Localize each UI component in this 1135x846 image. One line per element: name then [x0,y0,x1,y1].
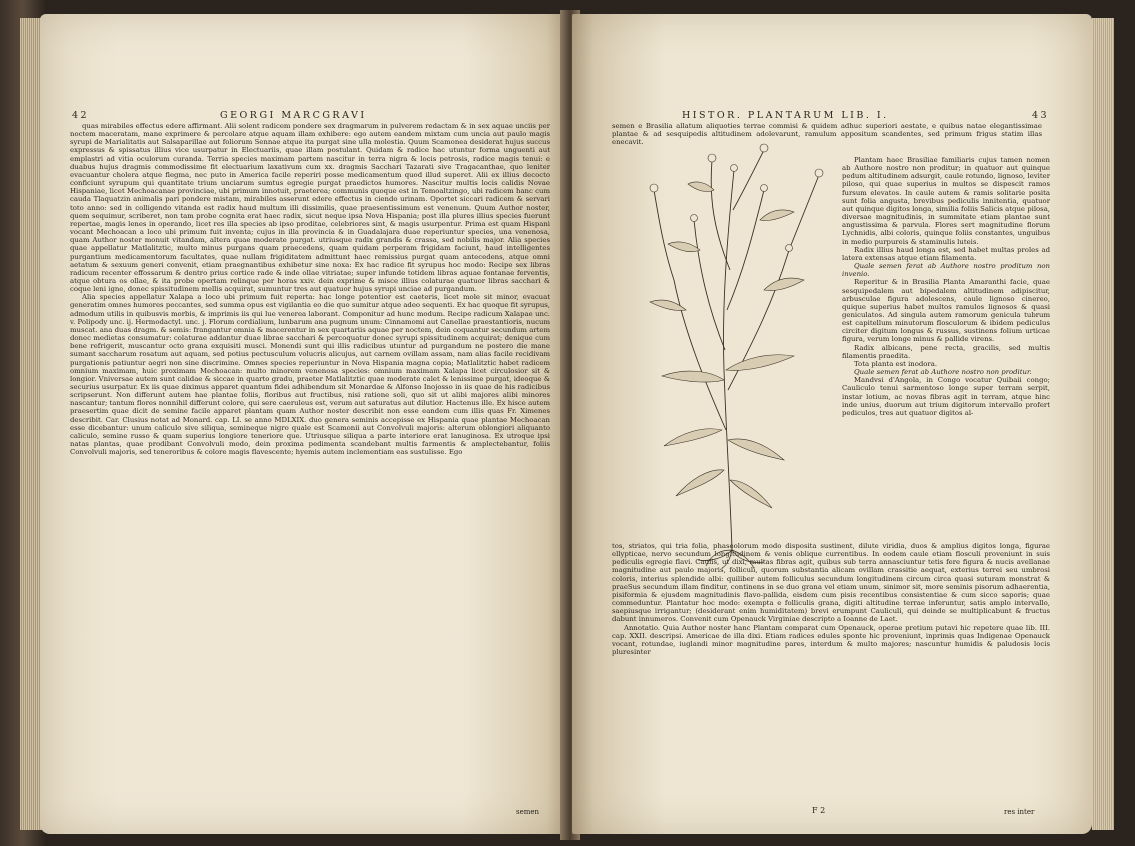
right-page-edges [1092,18,1114,830]
plant-illustration [614,130,840,570]
right-bottom-paragraph: Annotatio. Quia Author noster hanc Plantam comparat cum Openauck, operae pretium putavi hic repetere quae lib. III. cap. XXII. descripsi. Americae de illa dixi. Etiam radices edules sponte hic proveniunt, inprimis quas Indigenae Openauck vocant, rotundae, iuglandi minor magnitudine pares, interdum & multo majores; nascuntur humidis & paludosis locis pluresinter [612,623,1050,657]
left-page-edges [20,18,42,830]
catchword-left: semen [516,808,540,816]
page-number-right: 43 [1032,110,1050,121]
left-body-text [70,122,550,822]
left-paragraph: Alia species appellatur Xalapa a loco ubi primum fuit reperta: hac longe potentior est caeteris, licet mole sit minor, evacuat generatim omnes humores peccantes, sed summa opus est vigilantia eo die quo sumitur atque adeo sequenti. Ex hac quoque fit syrupus, admodum utilis in quibusvis morbis, & imprimis iis qui lue venerea laborant. Componitur ad hunc modum. Recipe radicum Xalapae unc. v. Polipody unc. ij. Hermodactyl. unc. j. Florum cordialium, lunbarum ana pugnum unum: Cinnamomi aut Canellae praestantioris, nucum muscat. ana duas dragm. & semis: frangantur omnia & macerentur in sex quartariis aquae per noctem, dein coquantur secundum artem donec medietas consumatur: colaturae addantur duae librae sacchari & percoquatur donec syrupi spissitudinem acquirat; denique cum bene refrigerit, muscantur octo grana exquisiti musci. Monendi sunt qui illis radicibus utuntur ad purgandum ne postero die mane sumant saccharum rosatum aut aquam, sed potius pectusculum volucris alicujus, aut carnem ovillam assam, nam alias facile recidivam purgationis patiuntur aegri non sine discrimine. Omnes species reperiuntur in Nova Hispania magna copia; Matlalitztic habet radicem omnium maximam, huic proximam Mechoacan: multo minorem venenosa species: omnium maximam Xalapa licet circulosior sit & longior. Vniversae autem sunt calidae & siccae in quarto gradu, praeter Matlalitztic quae moderate calet & lenissime purgat, ideoque & securius usurpatur. Ex iis quae diximus apparet quantum fidei adhibendum sit Monardae & Alfonso Inojosso in iis quae de his radicibus scripserunt. Non differunt autem hae plantae foliis, floribus aut fructibus, nisi ratione soli, quo sit ut alibi majores alibi minores nascantur; tantum flores nonnihil differunt colore, qui sere caeruleus est, verum aut saturatus aut dilutior. Hactenus ille. Ex hisce autem praesertim quae dicit de semine facile apparet plantam quam Author noster describit non esse eandem cum illis quas Fr. Ximenes describit. Car. Clusius notat ad Monard. cap. LI. se anno MDLXIX. duo genera seminis accepisse ex Hispania quae plantae Mechoacan esse dicebantur: unum caliculo sive siliqua, semineque nigro quale est Scamonii aut Convolvuli majoris: alterum oblongiori aliquanto caliculo, semine russo & quam superius longiore teneriore que. Utriusque siliqua a parte interiore erat lanuginosa. Ex utroque ipsi natas plantas, quae prodibant Convolvuli modo, dein proxima pedimenta scandebant multis farmentis & amplectebantur, foliis Convolvuli majoris, sed teneroribus & colore magis flavescente; hyemis autem inclementiam eas sustulisse. Ego [70,293,550,457]
right-page [572,14,1092,834]
right-column-paragraph: Mandvsi d'Angola, in Congo vocatur Quibaii congo; Cauliculo tenui sarmentoso longe super terram serpit, instar lotium, ac novas fibras agit in terram, atque hinc inde unius, duorum aut trium digitorum intervallo profert pediculos, tres aut quatuor digitos al- [842,376,1050,417]
right-column-paragraph: Radix illius haud longa est, sed habet multas proles ad latera extensas atque etiam filamenta. [842,245,1050,262]
right-column-text [842,156,1050,536]
left-page [40,14,568,834]
right-bottom-paragraph: tos, striatos, qui tria folia, phaseolorum modo disposita sustinent, dilute viridia, duos & amplius digitos longa, figurae ellypticae, nervo secundum longitudinem & venis oblique currentibus. In eodem caule etiam flosculi proveniunt in suis pediculis egregie flavi. Caulis, ut dixi, multas fibras agit, quibus sub terra annasciuntur tetis fere figura & nucis avellanae magnitudine aut paulo majoris, folliculi, quorum substantia alicam ovillam crassitie aequat, exterius terrei seu umbrosi coloris, interius splendide albi: quiliber autem folliculus secundum longitudinem circum circa quasi suturam monstrat & praeSus secundum illam finditur, continens in se duo grana vel etiam unum, sinimor sit, more seminis pisorum adhaerentia, pisiformia & ejusdem magnitudinis flavo-pallida, eisdem cum pisis recentibus consistentiae & cum sicco saporis; quae commeduntur. Plantatur hoc modo: exempta e folliculis grana, digiti altitudine terrae inferuntur, satis amplo intervallo, saepiusque irrigantur; (desiderant enim humiditatem) brevi erumpunt Cauliculi, qui deinde se multiplicabunt & fructus dabunt innumeros. Convenit cum Openauck Virginiae descripto a Ioanne de Laet. [612,542,1050,624]
right-column-paragraph: Reperitur & in Brasilia Planta Amaranthi facie, quae sesquipedalem aut bipedalem altitudinem adipiscitur, arbusculae figura adolescens, caule lignoso cinereo, quique superius habet multos ramulos lignosos & quasi geniculatos. Ad singula autem ramorum genicula tubrum est capitellum minutorum flosculorum & ibidem pediculus circiter digitum longus & russus, sustinens folium urticae figura, verum longe minus & pallide virens. [842,278,1050,344]
signature-mark: F 2 [812,806,826,815]
running-head-right: HISTOR. PLANTARUM LIB. I. [682,110,889,121]
right-column-paragraph: Plantam haec Brasiliae familiaris cujus tamen nomen ab Authore nostro non proditur; in quatuor aut quinque pedum altitudinem adsurgit, caule rotundo, lignoso, leviter piloso, qui quae superius in multos se dispescit ramos fursum elevatos. In caule autem & ramis solitarie posita sunt folia angusta, brevibus pediculis innitentia, quatuor aut quinque digitos longa, similia foliis Salicis atque pilosa, diversae magnitudinis, in summitate etiam plantae sunt angustissima & parvula. Flores sert magnitudine florum Lychnidis, albi coloris, quinque foliis constantes, unguibus in medio purpureis & staminulis luteis. [842,156,1050,246]
right-top-paragraph: semen e Brasilia allatum aliquoties terrae commisi & quidem adhuc superiori aestate, e quibus natae elegantissimae plantae & ad sesquipedis altitudinem adolevarunt, ramulum appositum scandentes, sed primum frigus statim illas enecavit. [612,122,1042,147]
running-head-left: GEORGI MARCGRAVI [220,110,367,121]
right-bottom-text [612,542,1050,804]
right-column-paragraph: Quale semen ferat ab Authore nostro proditum non invenio. [842,262,1050,279]
right-column-paragraph: Tota planta est inodora. [854,359,938,368]
catchword-right: res inter [1004,808,1035,816]
right-column-paragraph: Radix albicans, pene recta, gracilis, sed multis filamentis praedita. [842,343,1050,360]
left-paragraph: quas mirabiles effectus edere affirmant. Alii solent radicem pondere sex dragmarum in pulverem redactam & in sex aquae unciis per noctem maceratam, mane exprimere & percolare atque aquam illam exhibere: ego autem eandem mixtam cum uncia aut paulo magis syrupi de Marialitatis aut Salsaparillae aut foliorum Sennae atque ita purgat sine ulla molestia. Quum Scamonea desiderat hujus succus expressus & spissatus illius vice usurpatur in Electuariis, quae illam postulant. Quidam & radice hac utuntur forma unguenti aut emplastri ad vitia oculorum curanda. Terria species maximam partem nascitur in terra nigra & locis petrosis, radice magis tenui: e duabus hujus dragmis commodissime fit electuarium laxativum cum xx. dragmis Sacchari Tazarati sive Tragacanthae, quo leniter evacuantur cholera atque flegma, nec puto in America facile reperiri posse medicamentum quod illud superet. Alii ex illius decocto conficiunt syrupum qui quantitate trium unciarum sumtus egregie purgat praedictos humores. Nascitur multis locis calidis Novae Hispaniae, licet Mechoacanae provinciae, ubi primum innotuit, praeterea; communis quoque est in Temoaltzingo, ubi radicem hanc cum cauda Tlaquatzin animalis pari pondere mistam, mirabiles asserunt edere effectus in ciendo urinam. Oportet siccari radicem & servari toto anno: sed in colligendo vitanda est radix haud multum illi dissimilis, quae praesentissimum est venenum. Quum Author noster, quem sequimur, scriberet, non tam probe cognita erat haec radix, sicut neque ipsa Nova Hispania; post illa plures illius species fuerunt repertae, magis lenes in operando, licet res illa species ab ipso proditae, celebriores sint, & magis usurpentur. Prima est quam Hispani vocant Mechoacan a loco ubi primum fuit inventa; cujus in illa provincia & in Guadalajara duae reperiuntur species, una venenosa, quam Author noster monuit vitandam, altera quae moderate purgat. utriusque radix grandis & crassa, sed nobilis major. Alia species quae appellatur Matlalitztic, multo minus purgans quam praecedens, quam quidam perperam frigidam faciunt, haud intelligentes purgantium medicamentorum facultates, quae nullam frigiditatem admittunt haec remissius purgat quam antecedens, atque omni aetatum & sexuum generi convenit, etiam praegnantibus exhibetur sine noxa: Ex hac radice fit syrupus hoc modo: Recipe sex libras radicum recenter effossarum & dentro prius cortice rade & inde ollae vitriatae; super infunde totidem libras aquae fontanae ferventis, atque obtura os ollae, & ita probe opertam relinque per horas xxiv. dein exprime & misce illius colaturae quatuor libras sacchari & coque leni igne, donec spissitudinem mellis acquirat, sumuntur tres aut quatuor hujus syrupi unciae ad purgandum. [70,122,550,294]
right-column-paragraph: Quale semen ferat ab Authore nostro non proditur. [854,368,1032,377]
page-number-left: 42 [72,110,90,121]
